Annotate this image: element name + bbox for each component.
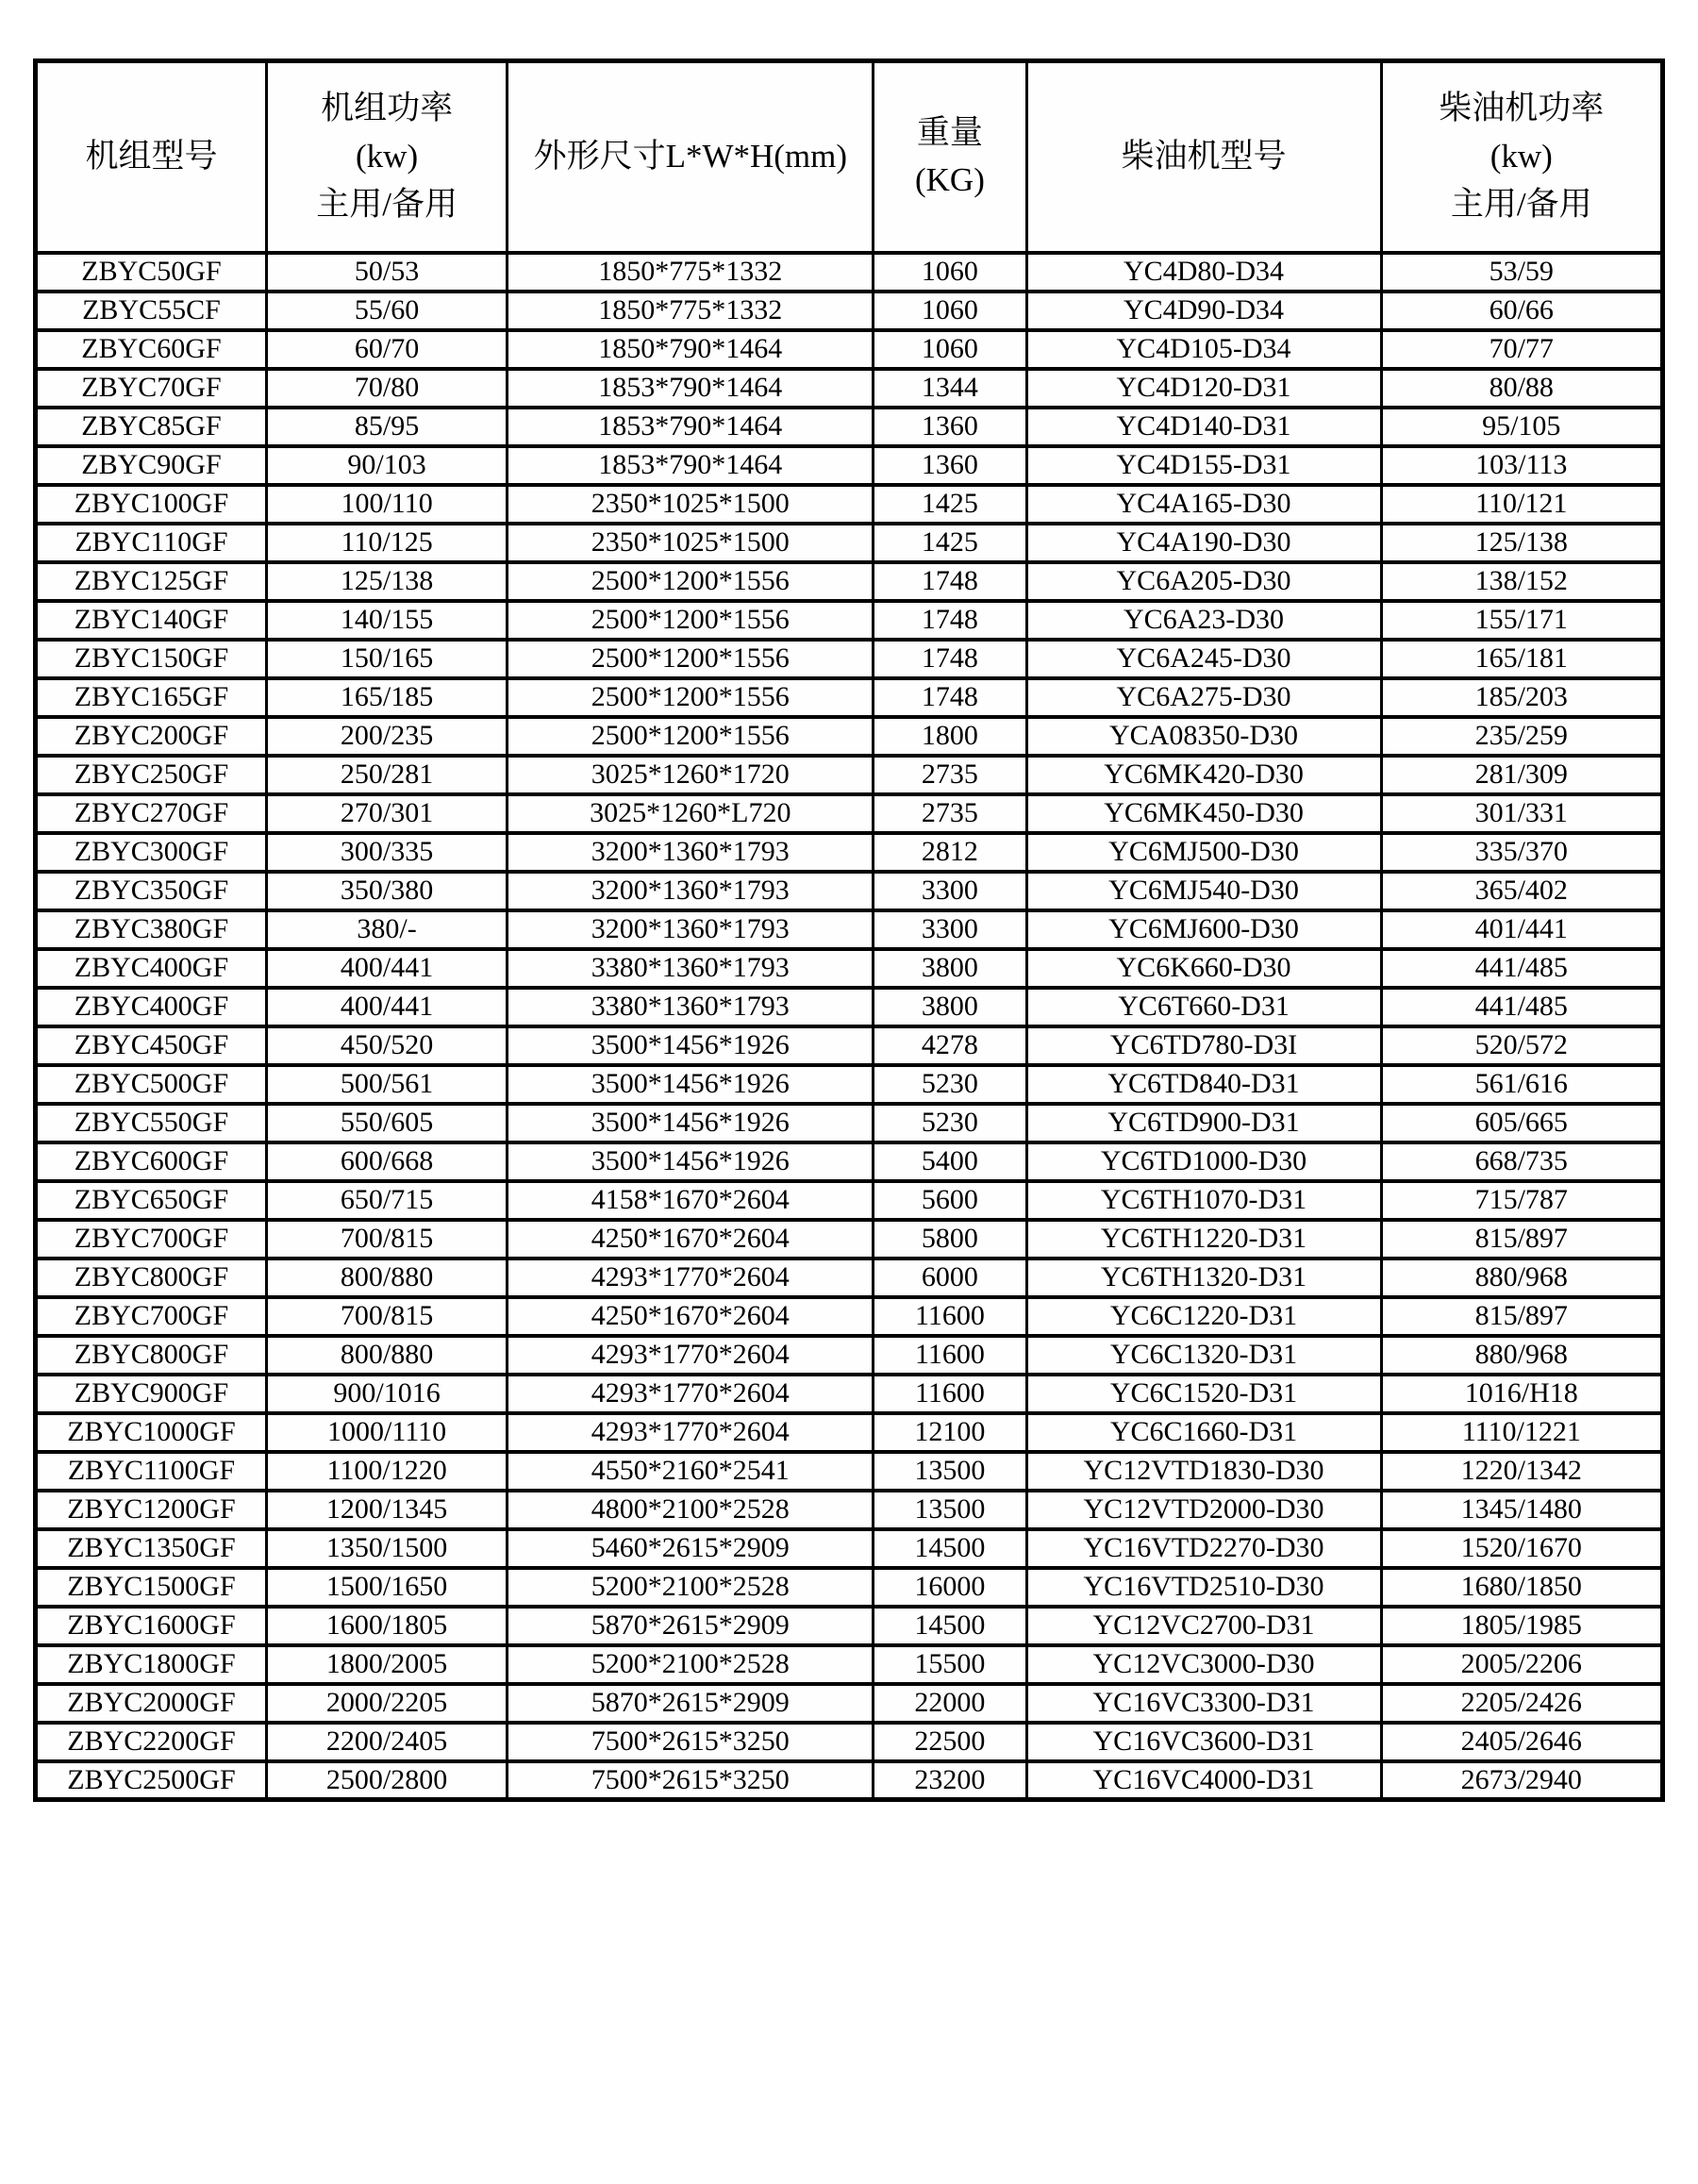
table-row xyxy=(36,408,1663,446)
cell-weight: 13500 xyxy=(874,1452,1026,1491)
cell-weight: 1344 xyxy=(874,369,1026,408)
cell-engine-model: YC6K660-D30 xyxy=(1026,949,1381,988)
table-row xyxy=(36,446,1663,485)
cell-unit-power: 1800/2005 xyxy=(266,1645,507,1684)
cell-unit-power: 800/880 xyxy=(266,1259,507,1297)
table-row xyxy=(36,640,1663,678)
cell-unit-model: ZBYC700GF xyxy=(36,1220,267,1259)
cell-dimensions: 4800*2100*2528 xyxy=(508,1491,874,1529)
cell-unit-power: 60/70 xyxy=(266,330,507,369)
cell-weight: 23200 xyxy=(874,1761,1026,1800)
cell-unit-model: ZBYC650GF xyxy=(36,1181,267,1220)
cell-engine-power: 155/171 xyxy=(1381,601,1662,640)
cell-unit-power: 1000/1110 xyxy=(266,1413,507,1452)
cell-unit-power: 2500/2800 xyxy=(266,1761,507,1800)
cell-dimensions: 3380*1360*1793 xyxy=(508,949,874,988)
cell-dimensions: 4550*2160*2541 xyxy=(508,1452,874,1491)
table-row xyxy=(36,1761,1663,1800)
cell-engine-power: 185/203 xyxy=(1381,678,1662,717)
cell-weight: 1060 xyxy=(874,330,1026,369)
cell-unit-power: 165/185 xyxy=(266,678,507,717)
cell-unit-model: ZBYC400GF xyxy=(36,988,267,1026)
table-row xyxy=(36,1645,1663,1684)
cell-dimensions: 4293*1770*2604 xyxy=(508,1413,874,1452)
cell-dimensions: 2350*1025*1500 xyxy=(508,524,874,562)
cell-unit-power: 400/441 xyxy=(266,949,507,988)
table-body xyxy=(36,253,1663,1800)
cell-dimensions: 7500*2615*3250 xyxy=(508,1761,874,1800)
cell-dimensions: 5870*2615*2909 xyxy=(508,1684,874,1723)
cell-unit-power: 600/668 xyxy=(266,1142,507,1181)
cell-weight: 4278 xyxy=(874,1026,1026,1065)
cell-engine-model: YC6MJ500-D30 xyxy=(1026,833,1381,872)
cell-engine-power: 1345/1480 xyxy=(1381,1491,1662,1529)
cell-unit-model: ZBYC1000GF xyxy=(36,1413,267,1452)
cell-engine-model: YC4D120-D31 xyxy=(1026,369,1381,408)
cell-weight: 5230 xyxy=(874,1104,1026,1142)
cell-engine-model: YC6TD780-D3I xyxy=(1026,1026,1381,1065)
table-row xyxy=(36,1568,1663,1607)
cell-dimensions: 4293*1770*2604 xyxy=(508,1259,874,1297)
header-engine-power: 柴油机功率 (kw) 主用/备用 xyxy=(1381,61,1662,253)
table-row xyxy=(36,1723,1663,1761)
cell-unit-model: ZBYC1600GF xyxy=(36,1607,267,1645)
cell-unit-power: 450/520 xyxy=(266,1026,507,1065)
cell-weight: 5230 xyxy=(874,1065,1026,1104)
cell-engine-model: YC16VC4000-D31 xyxy=(1026,1761,1381,1800)
cell-dimensions: 4293*1770*2604 xyxy=(508,1336,874,1375)
cell-unit-model: ZBYC1500GF xyxy=(36,1568,267,1607)
table-row xyxy=(36,1026,1663,1065)
cell-dimensions: 2350*1025*1500 xyxy=(508,485,874,524)
cell-engine-power: 520/572 xyxy=(1381,1026,1662,1065)
cell-weight: 5600 xyxy=(874,1181,1026,1220)
cell-unit-model: ZBYC1200GF xyxy=(36,1491,267,1529)
cell-dimensions: 7500*2615*3250 xyxy=(508,1723,874,1761)
cell-engine-model: YC4D80-D34 xyxy=(1026,253,1381,292)
cell-unit-model: ZBYC400GF xyxy=(36,949,267,988)
cell-dimensions: 3500*1456*1926 xyxy=(508,1104,874,1142)
cell-engine-model: YC6A275-D30 xyxy=(1026,678,1381,717)
cell-dimensions: 3380*1360*1793 xyxy=(508,988,874,1026)
cell-dimensions: 5200*2100*2528 xyxy=(508,1568,874,1607)
cell-engine-model: YC4D105-D34 xyxy=(1026,330,1381,369)
cell-engine-power: 281/309 xyxy=(1381,756,1662,794)
cell-engine-power: 165/181 xyxy=(1381,640,1662,678)
cell-dimensions: 1850*790*1464 xyxy=(508,330,874,369)
table-row xyxy=(36,1297,1663,1336)
cell-engine-power: 70/77 xyxy=(1381,330,1662,369)
cell-engine-power: 2673/2940 xyxy=(1381,1761,1662,1800)
cell-engine-power: 335/370 xyxy=(1381,833,1662,872)
table-row xyxy=(36,1220,1663,1259)
cell-dimensions: 2500*1200*1556 xyxy=(508,717,874,756)
cell-unit-power: 270/301 xyxy=(266,794,507,833)
cell-engine-power: 1110/1221 xyxy=(1381,1413,1662,1452)
cell-unit-model: ZBYC700GF xyxy=(36,1297,267,1336)
cell-dimensions: 4158*1670*2604 xyxy=(508,1181,874,1220)
cell-engine-model: YC6A245-D30 xyxy=(1026,640,1381,678)
cell-unit-model: ZBYC70GF xyxy=(36,369,267,408)
cell-engine-power: 1680/1850 xyxy=(1381,1568,1662,1607)
cell-weight: 2812 xyxy=(874,833,1026,872)
table-row xyxy=(36,756,1663,794)
table-row xyxy=(36,1413,1663,1452)
cell-weight: 1425 xyxy=(874,485,1026,524)
cell-engine-power: 365/402 xyxy=(1381,872,1662,910)
table-row xyxy=(36,253,1663,292)
cell-unit-model: ZBYC200GF xyxy=(36,717,267,756)
cell-unit-power: 900/1016 xyxy=(266,1375,507,1413)
table-row xyxy=(36,1181,1663,1220)
cell-weight: 14500 xyxy=(874,1529,1026,1568)
cell-weight: 3800 xyxy=(874,949,1026,988)
table-row xyxy=(36,330,1663,369)
cell-unit-power: 800/880 xyxy=(266,1336,507,1375)
cell-dimensions: 3025*1260*L720 xyxy=(508,794,874,833)
cell-dimensions: 1853*790*1464 xyxy=(508,408,874,446)
cell-weight: 1748 xyxy=(874,640,1026,678)
table-header-row xyxy=(36,61,1663,253)
cell-engine-power: 815/897 xyxy=(1381,1220,1662,1259)
cell-engine-model: YC4D140-D31 xyxy=(1026,408,1381,446)
cell-weight: 1800 xyxy=(874,717,1026,756)
cell-unit-model: ZBYC90GF xyxy=(36,446,267,485)
header-weight: 重量 (KG) xyxy=(874,61,1026,253)
cell-dimensions: 3500*1456*1926 xyxy=(508,1142,874,1181)
cell-unit-model: ZBYC150GF xyxy=(36,640,267,678)
cell-engine-power: 668/735 xyxy=(1381,1142,1662,1181)
cell-unit-power: 1500/1650 xyxy=(266,1568,507,1607)
cell-weight: 11600 xyxy=(874,1297,1026,1336)
cell-weight: 1425 xyxy=(874,524,1026,562)
cell-engine-power: 60/66 xyxy=(1381,292,1662,330)
cell-dimensions: 5460*2615*2909 xyxy=(508,1529,874,1568)
cell-dimensions: 1850*775*1332 xyxy=(508,253,874,292)
cell-dimensions: 4250*1670*2604 xyxy=(508,1220,874,1259)
cell-engine-power: 110/121 xyxy=(1381,485,1662,524)
cell-engine-power: 2205/2426 xyxy=(1381,1684,1662,1723)
cell-dimensions: 3500*1456*1926 xyxy=(508,1026,874,1065)
table-row xyxy=(36,988,1663,1026)
cell-unit-power: 110/125 xyxy=(266,524,507,562)
cell-unit-model: ZBYC500GF xyxy=(36,1065,267,1104)
cell-unit-power: 350/380 xyxy=(266,872,507,910)
cell-engine-power: 401/441 xyxy=(1381,910,1662,949)
cell-unit-power: 700/815 xyxy=(266,1220,507,1259)
cell-engine-model: YC6TH1070-D31 xyxy=(1026,1181,1381,1220)
cell-weight: 12100 xyxy=(874,1413,1026,1452)
cell-unit-power: 50/53 xyxy=(266,253,507,292)
cell-engine-power: 2005/2206 xyxy=(1381,1645,1662,1684)
table-row xyxy=(36,1104,1663,1142)
cell-weight: 11600 xyxy=(874,1375,1026,1413)
table-row xyxy=(36,910,1663,949)
table-row xyxy=(36,949,1663,988)
cell-unit-power: 55/60 xyxy=(266,292,507,330)
cell-engine-model: YC6MJ540-D30 xyxy=(1026,872,1381,910)
cell-unit-model: ZBYC250GF xyxy=(36,756,267,794)
header-unit-model: 机组型号 xyxy=(36,61,267,253)
cell-weight: 1060 xyxy=(874,253,1026,292)
cell-unit-power: 140/155 xyxy=(266,601,507,640)
cell-unit-power: 125/138 xyxy=(266,562,507,601)
cell-weight: 3800 xyxy=(874,988,1026,1026)
cell-engine-power: 441/485 xyxy=(1381,949,1662,988)
cell-dimensions: 5200*2100*2528 xyxy=(508,1645,874,1684)
cell-weight: 1360 xyxy=(874,446,1026,485)
table-row xyxy=(36,1607,1663,1645)
table-row xyxy=(36,524,1663,562)
table-row xyxy=(36,1259,1663,1297)
table-row xyxy=(36,292,1663,330)
cell-unit-power: 1600/1805 xyxy=(266,1607,507,1645)
table-row xyxy=(36,1684,1663,1723)
cell-weight: 1748 xyxy=(874,678,1026,717)
cell-engine-model: YCA08350-D30 xyxy=(1026,717,1381,756)
cell-weight: 5400 xyxy=(874,1142,1026,1181)
header-dimensions: 外形尺寸L*W*H(mm) xyxy=(508,61,874,253)
cell-engine-model: YC6C1520-D31 xyxy=(1026,1375,1381,1413)
cell-dimensions: 2500*1200*1556 xyxy=(508,601,874,640)
cell-dimensions: 2500*1200*1556 xyxy=(508,678,874,717)
cell-engine-power: 235/259 xyxy=(1381,717,1662,756)
cell-weight: 2735 xyxy=(874,756,1026,794)
cell-unit-model: ZBYC60GF xyxy=(36,330,267,369)
cell-weight: 13500 xyxy=(874,1491,1026,1529)
cell-engine-model: YC6TH1320-D31 xyxy=(1026,1259,1381,1297)
cell-engine-power: 815/897 xyxy=(1381,1297,1662,1336)
cell-unit-power: 100/110 xyxy=(266,485,507,524)
cell-dimensions: 3200*1360*1793 xyxy=(508,872,874,910)
cell-engine-power: 880/968 xyxy=(1381,1259,1662,1297)
cell-engine-power: 138/152 xyxy=(1381,562,1662,601)
cell-weight: 1360 xyxy=(874,408,1026,446)
cell-engine-model: YC6TH1220-D31 xyxy=(1026,1220,1381,1259)
cell-engine-model: YC12VC3000-D30 xyxy=(1026,1645,1381,1684)
table-row xyxy=(36,717,1663,756)
cell-weight: 22500 xyxy=(874,1723,1026,1761)
cell-weight: 1060 xyxy=(874,292,1026,330)
cell-unit-power: 2200/2405 xyxy=(266,1723,507,1761)
cell-unit-model: ZBYC800GF xyxy=(36,1259,267,1297)
cell-unit-model: ZBYC550GF xyxy=(36,1104,267,1142)
cell-weight: 6000 xyxy=(874,1259,1026,1297)
cell-unit-model: ZBYC1350GF xyxy=(36,1529,267,1568)
cell-engine-model: YC6C1660-D31 xyxy=(1026,1413,1381,1452)
table-row xyxy=(36,1529,1663,1568)
cell-engine-model: YC12VTD1830-D30 xyxy=(1026,1452,1381,1491)
cell-unit-power: 200/235 xyxy=(266,717,507,756)
cell-unit-model: ZBYC2500GF xyxy=(36,1761,267,1800)
table-row xyxy=(36,562,1663,601)
cell-unit-model: ZBYC450GF xyxy=(36,1026,267,1065)
cell-engine-power: 80/88 xyxy=(1381,369,1662,408)
cell-unit-model: ZBYC85GF xyxy=(36,408,267,446)
cell-unit-power: 550/605 xyxy=(266,1104,507,1142)
cell-engine-power: 125/138 xyxy=(1381,524,1662,562)
cell-unit-power: 700/815 xyxy=(266,1297,507,1336)
cell-engine-power: 605/665 xyxy=(1381,1104,1662,1142)
cell-unit-power: 400/441 xyxy=(266,988,507,1026)
cell-engine-power: 1805/1985 xyxy=(1381,1607,1662,1645)
cell-engine-power: 715/787 xyxy=(1381,1181,1662,1220)
cell-unit-model: ZBYC1100GF xyxy=(36,1452,267,1491)
table-row xyxy=(36,1452,1663,1491)
cell-unit-power: 90/103 xyxy=(266,446,507,485)
table-row xyxy=(36,485,1663,524)
cell-engine-model: YC12VC2700-D31 xyxy=(1026,1607,1381,1645)
cell-engine-power: 95/105 xyxy=(1381,408,1662,446)
table-row xyxy=(36,1491,1663,1529)
cell-engine-power: 2405/2646 xyxy=(1381,1723,1662,1761)
cell-engine-model: YC4D155-D31 xyxy=(1026,446,1381,485)
cell-unit-model: ZBYC100GF xyxy=(36,485,267,524)
table-row xyxy=(36,369,1663,408)
cell-engine-model: YC6A23-D30 xyxy=(1026,601,1381,640)
cell-weight: 3300 xyxy=(874,872,1026,910)
table-row xyxy=(36,1142,1663,1181)
cell-unit-power: 1100/1220 xyxy=(266,1452,507,1491)
cell-unit-model: ZBYC1800GF xyxy=(36,1645,267,1684)
cell-unit-power: 1200/1345 xyxy=(266,1491,507,1529)
cell-unit-model: ZBYC2000GF xyxy=(36,1684,267,1723)
cell-engine-power: 1220/1342 xyxy=(1381,1452,1662,1491)
cell-weight: 22000 xyxy=(874,1684,1026,1723)
cell-unit-power: 250/281 xyxy=(266,756,507,794)
cell-engine-model: YC6T660-D31 xyxy=(1026,988,1381,1026)
cell-unit-power: 1350/1500 xyxy=(266,1529,507,1568)
cell-weight: 14500 xyxy=(874,1607,1026,1645)
cell-engine-power: 103/113 xyxy=(1381,446,1662,485)
cell-unit-power: 500/561 xyxy=(266,1065,507,1104)
cell-dimensions: 4293*1770*2604 xyxy=(508,1375,874,1413)
header-engine-model: 柴油机型号 xyxy=(1026,61,1381,253)
cell-engine-power: 880/968 xyxy=(1381,1336,1662,1375)
cell-engine-model: YC6MK420-D30 xyxy=(1026,756,1381,794)
cell-dimensions: 5870*2615*2909 xyxy=(508,1607,874,1645)
cell-unit-power: 650/715 xyxy=(266,1181,507,1220)
cell-engine-model: YC6C1220-D31 xyxy=(1026,1297,1381,1336)
cell-dimensions: 3500*1456*1926 xyxy=(508,1065,874,1104)
cell-engine-model: YC6TD900-D31 xyxy=(1026,1104,1381,1142)
cell-weight: 1748 xyxy=(874,562,1026,601)
cell-engine-model: YC6TD840-D31 xyxy=(1026,1065,1381,1104)
cell-engine-model: YC6MJ600-D30 xyxy=(1026,910,1381,949)
cell-unit-power: 380/- xyxy=(266,910,507,949)
generator-spec-table xyxy=(33,58,1665,1802)
cell-engine-model: YC16VC3300-D31 xyxy=(1026,1684,1381,1723)
cell-dimensions: 3025*1260*1720 xyxy=(508,756,874,794)
cell-engine-model: YC16VC3600-D31 xyxy=(1026,1723,1381,1761)
cell-unit-model: ZBYC300GF xyxy=(36,833,267,872)
cell-unit-model: ZBYC125GF xyxy=(36,562,267,601)
cell-weight: 3300 xyxy=(874,910,1026,949)
cell-weight: 16000 xyxy=(874,1568,1026,1607)
cell-engine-model: YC6TD1000-D30 xyxy=(1026,1142,1381,1181)
cell-engine-power: 561/616 xyxy=(1381,1065,1662,1104)
cell-unit-power: 70/80 xyxy=(266,369,507,408)
table-row xyxy=(36,1336,1663,1375)
cell-weight: 5800 xyxy=(874,1220,1026,1259)
cell-unit-model: ZBYC140GF xyxy=(36,601,267,640)
cell-unit-model: ZBYC900GF xyxy=(36,1375,267,1413)
cell-unit-power: 150/165 xyxy=(266,640,507,678)
cell-unit-model: ZBYC350GF xyxy=(36,872,267,910)
cell-dimensions: 1850*775*1332 xyxy=(508,292,874,330)
cell-dimensions: 1853*790*1464 xyxy=(508,369,874,408)
table-row xyxy=(36,601,1663,640)
cell-engine-model: YC4D90-D34 xyxy=(1026,292,1381,330)
cell-unit-model: ZBYC55CF xyxy=(36,292,267,330)
cell-engine-model: YC4A190-D30 xyxy=(1026,524,1381,562)
table-row xyxy=(36,794,1663,833)
cell-dimensions: 2500*1200*1556 xyxy=(508,562,874,601)
cell-weight: 1748 xyxy=(874,601,1026,640)
table-row xyxy=(36,833,1663,872)
cell-engine-power: 301/331 xyxy=(1381,794,1662,833)
cell-dimensions: 4250*1670*2604 xyxy=(508,1297,874,1336)
cell-unit-model: ZBYC110GF xyxy=(36,524,267,562)
table-row xyxy=(36,872,1663,910)
table-row xyxy=(36,1065,1663,1104)
cell-weight: 15500 xyxy=(874,1645,1026,1684)
table-row xyxy=(36,678,1663,717)
cell-weight: 11600 xyxy=(874,1336,1026,1375)
cell-dimensions: 2500*1200*1556 xyxy=(508,640,874,678)
cell-unit-power: 2000/2205 xyxy=(266,1684,507,1723)
cell-unit-power: 85/95 xyxy=(266,408,507,446)
cell-weight: 2735 xyxy=(874,794,1026,833)
cell-unit-model: ZBYC270GF xyxy=(36,794,267,833)
cell-engine-model: YC6A205-D30 xyxy=(1026,562,1381,601)
cell-engine-model: YC4A165-D30 xyxy=(1026,485,1381,524)
cell-engine-model: YC16VTD2510-D30 xyxy=(1026,1568,1381,1607)
cell-unit-model: ZBYC50GF xyxy=(36,253,267,292)
cell-engine-model: YC6C1320-D31 xyxy=(1026,1336,1381,1375)
cell-engine-power: 441/485 xyxy=(1381,988,1662,1026)
cell-unit-model: ZBYC165GF xyxy=(36,678,267,717)
header-unit-power: 机组功率 (kw) 主用/备用 xyxy=(266,61,507,253)
cell-unit-model: ZBYC2200GF xyxy=(36,1723,267,1761)
cell-unit-power: 300/335 xyxy=(266,833,507,872)
cell-dimensions: 1853*790*1464 xyxy=(508,446,874,485)
cell-unit-model: ZBYC380GF xyxy=(36,910,267,949)
cell-unit-model: ZBYC600GF xyxy=(36,1142,267,1181)
cell-engine-power: 1016/H18 xyxy=(1381,1375,1662,1413)
cell-dimensions: 3200*1360*1793 xyxy=(508,833,874,872)
cell-engine-power: 53/59 xyxy=(1381,253,1662,292)
cell-unit-model: ZBYC800GF xyxy=(36,1336,267,1375)
table-row xyxy=(36,1375,1663,1413)
cell-engine-power: 1520/1670 xyxy=(1381,1529,1662,1568)
cell-engine-model: YC12VTD2000-D30 xyxy=(1026,1491,1381,1529)
cell-engine-model: YC16VTD2270-D30 xyxy=(1026,1529,1381,1568)
cell-dimensions: 3200*1360*1793 xyxy=(508,910,874,949)
cell-engine-model: YC6MK450-D30 xyxy=(1026,794,1381,833)
